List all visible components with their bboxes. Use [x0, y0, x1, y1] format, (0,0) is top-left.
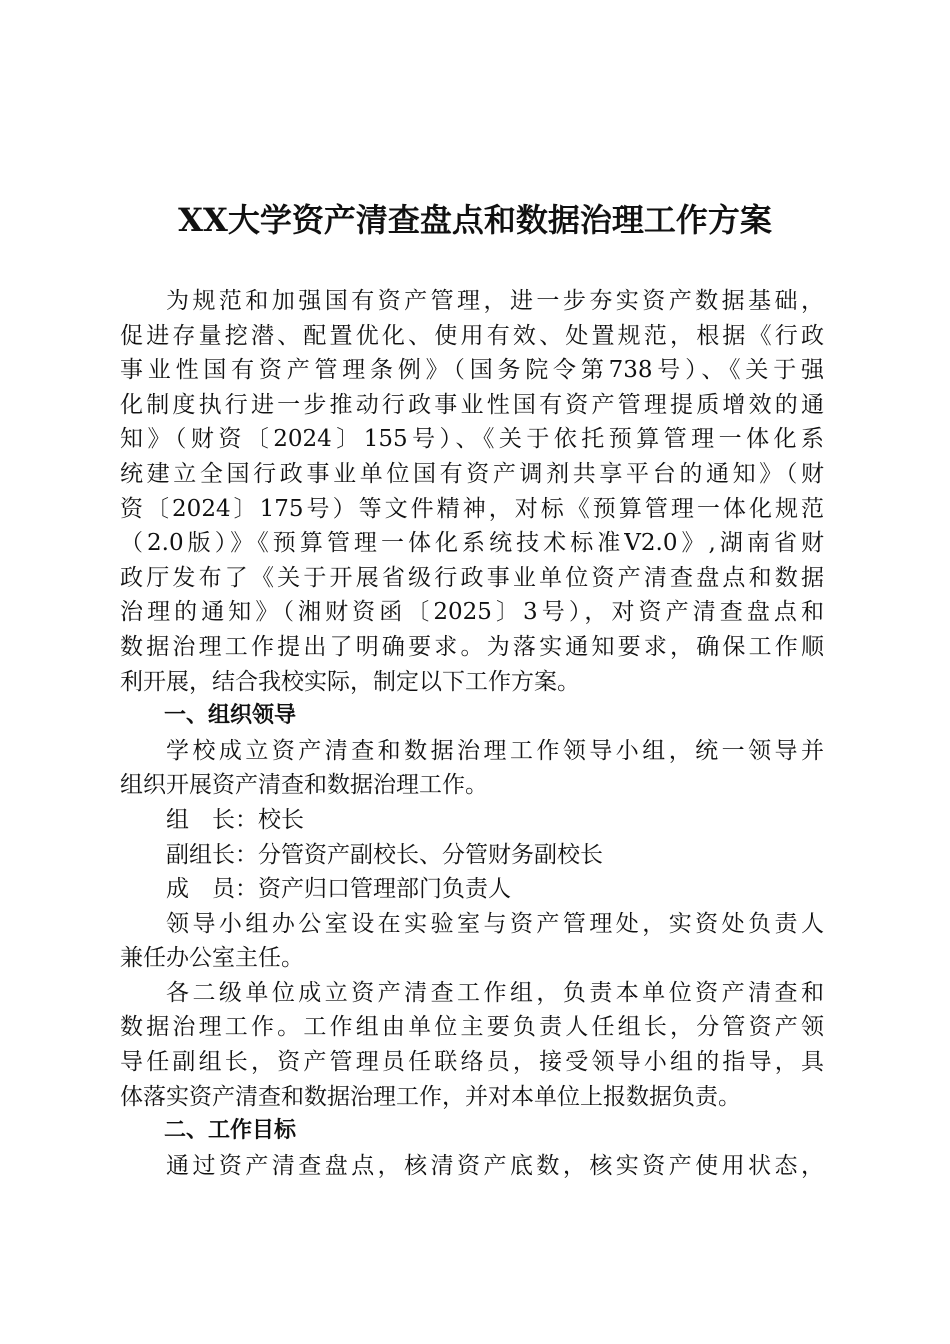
- member-leader: 组 长：校长: [166, 806, 304, 833]
- section-heading-goals: 二、工作目标: [164, 1118, 297, 1144]
- paragraph-line: 组织开展资产清查和数据治理工作。: [120, 772, 488, 799]
- paragraph-line: 导任副组长，资产管理员任联络员，接受领导小组的指导，具: [120, 1049, 824, 1076]
- paragraph-line: 学校成立资产清查和数据治理工作领导小组，统一领导并: [166, 737, 824, 764]
- intro-line: 资〔2024〕175号）等文件精神，对标《预算管理一体化规范: [120, 495, 824, 522]
- intro-line: （2.0版）》《预算管理一体化系统技术标准V2.0》,湖南省财: [120, 530, 824, 557]
- intro-line: 数据治理工作提出了明确要求。为落实通知要求，确保工作顺: [120, 633, 824, 660]
- section-heading-organization: 一、组织领导: [164, 703, 297, 729]
- intro-line: 事业性国有资产管理条例》（国务院令第738号）、《关于强: [120, 357, 824, 384]
- document-title: XX大学资产清查盘点和数据治理工作方案: [178, 201, 772, 239]
- paragraph-line: 领导小组办公室设在实验室与资产管理处，实资处负责人: [166, 910, 824, 937]
- section1-office-paragraph: [120, 907, 824, 976]
- intro-line: 化制度执行进一步推动行政事业性国有资产管理提质增效的通: [120, 391, 824, 418]
- intro-line: 统建立全国行政事业单位国有资产调剂共享平台的通知》（财: [120, 460, 824, 487]
- leadership-members: [120, 803, 824, 907]
- section1-paragraph: [120, 734, 824, 803]
- member-staff: 成 员：资产归口管理部门负责人: [166, 876, 511, 903]
- intro-line: 促进存量挖潜、配置优化、使用有效、处置规范，根据《行政: [120, 322, 824, 349]
- intro-line: 利开展，结合我校实际，制定以下工作方案。: [120, 668, 580, 695]
- intro-line: 政厅发布了《关于开展省级行政事业单位资产清查盘点和数据: [120, 564, 824, 591]
- intro-line: 治理的通知》（湘财资函〔2025〕3号），对资产清查盘点和: [120, 599, 824, 626]
- paragraph-line: 数据治理工作。工作组由单位主要负责人任组长，分管资产领: [120, 1014, 824, 1041]
- intro-paragraph: [120, 284, 824, 699]
- intro-line: 知》（财资〔2024〕155号）、《关于依托预算管理一体化系: [120, 426, 824, 453]
- document-body: [120, 284, 824, 1183]
- paragraph-line: 各二级单位成立资产清查工作组，负责本单位资产清查和: [166, 979, 824, 1006]
- paragraph-line: 体落实资产清查和数据治理工作，并对本单位上报数据负责。: [120, 1083, 741, 1110]
- member-deputy: 副组长：分管资产副校长、分管财务副校长: [166, 841, 603, 868]
- paragraph-line: 兼任办公室主任。: [120, 945, 304, 972]
- paragraph-line: 通过资产清查盘点，核清资产底数，核实资产使用状态，: [166, 1152, 824, 1179]
- section1-workgroup-paragraph: [120, 976, 824, 1114]
- section2-paragraph: [120, 1149, 824, 1184]
- intro-line: 为规范和加强国有资产管理，进一步夯实资产数据基础，: [166, 288, 824, 314]
